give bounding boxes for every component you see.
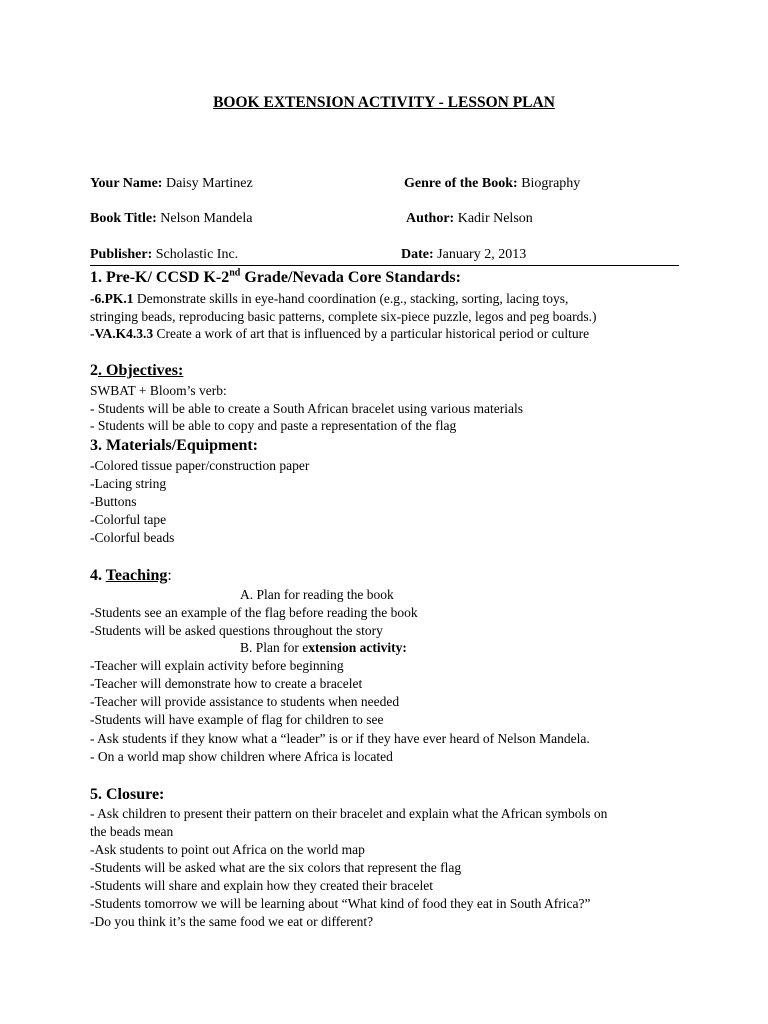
- plan-b-heading: [240, 640, 407, 656]
- your-name-label: Your Name:: [90, 176, 163, 191]
- plan-b-item: - Ask students if they know what a “leader” is or if they have ever heard of Nelson Mandela.: [90, 731, 590, 746]
- teaching-heading-colon: :: [167, 567, 172, 584]
- materials-item: -Buttons: [90, 494, 137, 509]
- closure-heading: 5. Closure:: [90, 786, 165, 803]
- author-label: Author:: [406, 211, 455, 226]
- plan-b-heading-bold: xtension activity:: [308, 640, 407, 655]
- plan-b-item: -Students will have example of flag for children to see: [90, 712, 384, 727]
- plan-b-item: - On a world map show children where Africa is located: [90, 749, 393, 764]
- plan-a-heading: A. Plan for reading the book: [240, 587, 394, 602]
- standard-2-line: [90, 326, 589, 342]
- author-value: Kadir Nelson: [457, 211, 533, 226]
- standards-heading-sup: nd: [229, 267, 241, 279]
- closure-item: -Ask students to point out Africa on the world map: [90, 842, 365, 857]
- closure-item: -Students tomorrow we will be learning about “What kind of food they eat in South Africa?”: [90, 896, 591, 911]
- date-label: Date:: [401, 247, 434, 262]
- standard-1-line-1: [90, 291, 568, 307]
- standard-2-code: -VA.K4.3.3: [90, 326, 154, 341]
- genre-label: Genre of the Book:: [404, 176, 518, 191]
- standard-1-code: -6.PK.1: [90, 291, 134, 306]
- publisher-value: Scholastic Inc.: [155, 247, 239, 262]
- author-row: [406, 211, 533, 227]
- objectives-heading-text: . Objectives:: [98, 362, 184, 379]
- book-title-row: [90, 211, 252, 227]
- standards-heading-text-end: Grade/Nevada Core Standards:: [240, 269, 461, 286]
- standard-2-text: Create a work of art that is influenced by a particular historical period or culture: [153, 326, 590, 341]
- plan-a-item: -Students will be asked questions throughout the story: [90, 623, 383, 638]
- plan-b-item: -Teacher will explain activity before beginning: [90, 658, 344, 673]
- your-name-row: [90, 176, 253, 192]
- materials-item: -Colored tissue paper/construction paper: [90, 458, 310, 473]
- teaching-heading: [90, 567, 172, 585]
- objectives-heading: [90, 362, 183, 380]
- book-title-value: Nelson Mandela: [160, 211, 253, 226]
- objectives-line-2: - Students will be able to create a South African bracelet using various materials: [90, 401, 523, 416]
- standard-1-text: Demonstrate skills in eye-hand coordination (e.g., stacking, sorting, lacing toys,: [133, 291, 569, 306]
- plan-a-item: -Students see an example of the flag before reading the book: [90, 605, 418, 620]
- plan-b-item: -Teacher will provide assistance to students when needed: [90, 694, 400, 709]
- date-row: [401, 247, 526, 263]
- closure-item: - Ask children to present their pattern on their bracelet and explain what the African symbols on: [90, 806, 608, 821]
- materials-item: -Colorful tape: [90, 512, 167, 527]
- materials-item: -Lacing string: [90, 476, 167, 491]
- standard-1-line-2: stringing beads, reproducing basic patterns, complete six-piece puzzle, legos and peg boards.): [90, 309, 597, 324]
- publisher-label: Publisher:: [90, 247, 153, 262]
- closure-item: -Do you think it’s the same food we eat or different?: [90, 914, 374, 929]
- header-divider: [90, 265, 679, 266]
- objectives-line-3: - Students will be able to copy and paste a representation of the flag: [90, 418, 457, 433]
- standards-heading: [90, 269, 461, 287]
- standards-heading-text: 1. Pre-K/ CCSD K-2: [90, 269, 230, 286]
- closure-item: -Students will share and explain how they created their bracelet: [90, 878, 433, 893]
- teaching-number: 4.: [90, 567, 106, 584]
- book-title-label: Book Title:: [90, 211, 157, 226]
- objectives-number: 2: [90, 362, 98, 379]
- closure-item-continued: the beads mean: [90, 824, 174, 839]
- objectives-line-1: SWBAT + Bloom’s verb:: [90, 383, 227, 398]
- materials-item: -Colorful beads: [90, 530, 175, 545]
- your-name-value: Daisy Martinez: [165, 176, 253, 191]
- date-value: January 2, 2013: [437, 247, 527, 262]
- closure-item: -Students will be asked what are the six colors that represent the flag: [90, 860, 462, 875]
- genre-value: Biography: [521, 176, 581, 191]
- teaching-heading-text: Teaching: [105, 567, 168, 584]
- document-title: BOOK EXTENSION ACTIVITY - LESSON PLAN: [213, 94, 555, 111]
- plan-b-heading-text: B. Plan for e: [240, 640, 309, 655]
- publisher-row: [90, 247, 238, 263]
- genre-row: [404, 176, 580, 192]
- materials-heading: 3. Materials/Equipment:: [90, 437, 258, 454]
- plan-b-item: -Teacher will demonstrate how to create a bracelet: [90, 676, 363, 691]
